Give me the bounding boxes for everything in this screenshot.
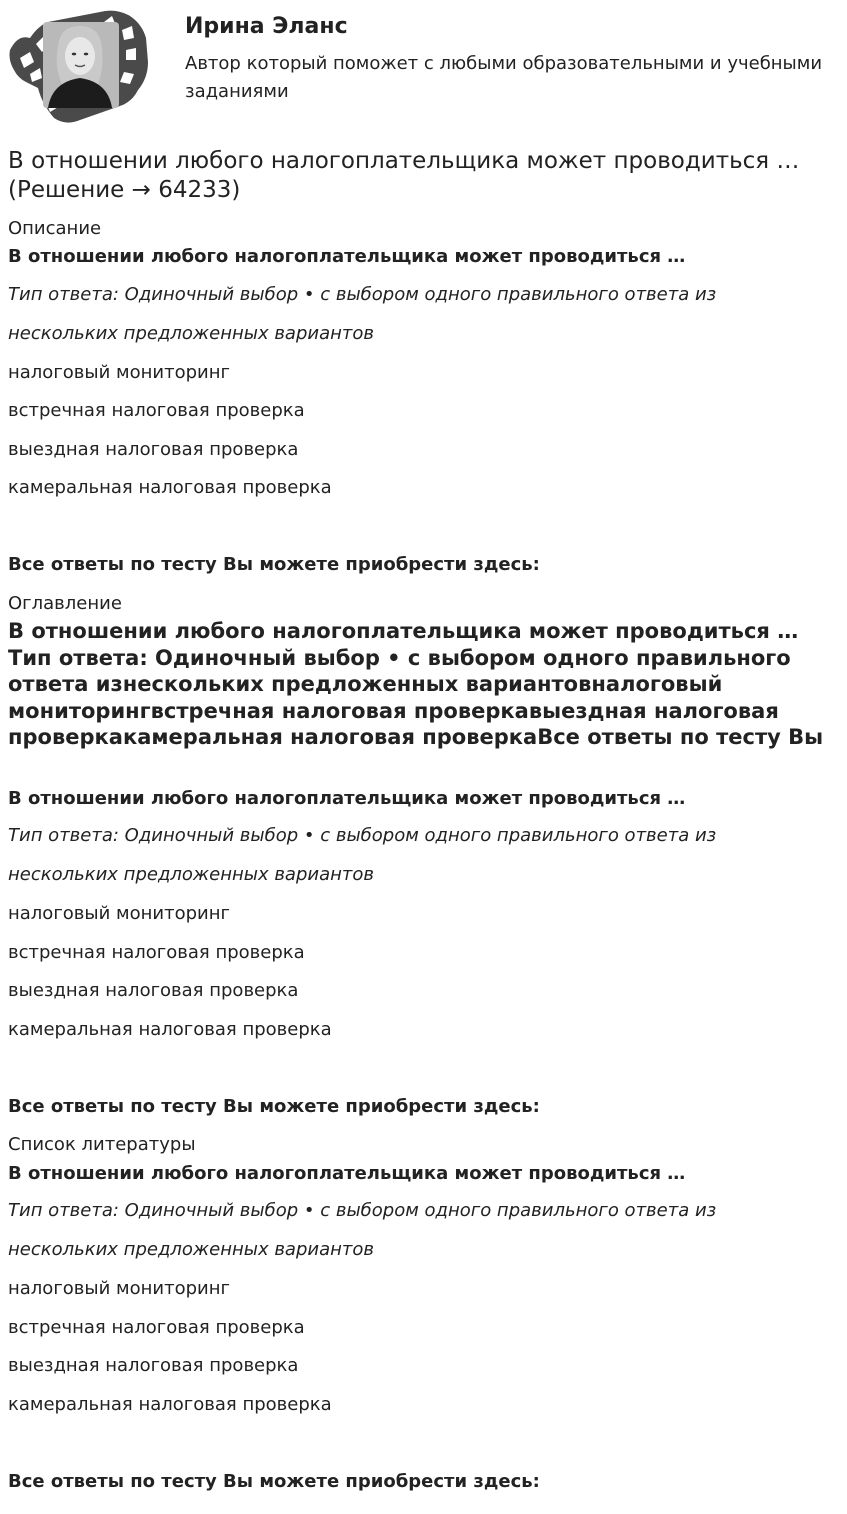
option-item: встречная налоговая проверка — [8, 942, 305, 963]
option-item: выездная налоговая проверка — [8, 1355, 299, 1376]
avatar-film-frame-image — [8, 8, 150, 126]
section-label-literature: Список литературы — [8, 1134, 196, 1155]
toc-summary: В отношении любого налогоплательщика может проводиться …Тип ответа: Одиночный выбор • с выбором одного правильного ответа изнескольких предложенных вариантовналоговый мониторингвстречная налоговая проверкавыездная налоговая проверкакамеральная налоговая проверкаВсе ответы по тесту Вы — [8, 619, 824, 750]
option-item: камеральная налоговая проверка — [8, 477, 332, 498]
option-item: налоговый мониторинг — [8, 362, 230, 383]
section-label-description: Описание — [8, 218, 102, 239]
buy-answers-text: Все ответы по тесту Вы можете приобрести здесь: — [8, 1471, 540, 1492]
answer-type: Тип ответа: Одиночный выбор • с выбором одного правильного ответа из нескольких предложенных вариантов — [8, 284, 717, 344]
question-title: В отношении любого налогоплательщика может проводиться … — [8, 1163, 686, 1184]
author-card — [8, 8, 838, 128]
option-item: встречная налоговая проверка — [8, 1317, 305, 1338]
option-item: налоговый мониторинг — [8, 1278, 230, 1299]
answer-type: Тип ответа: Одиночный выбор • с выбором одного правильного ответа из нескольких предложенных вариантов — [8, 1200, 717, 1260]
page-title: В отношении любого налогоплательщика может проводиться … (Решение → 64233) — [8, 148, 800, 203]
question-title: В отношении любого налогоплательщика может проводиться … — [8, 788, 686, 809]
buy-answers-text: Все ответы по тесту Вы можете приобрести здесь: — [8, 554, 540, 575]
answer-type: Тип ответа: Одиночный выбор • с выбором одного правильного ответа из нескольких предложенных вариантов — [8, 825, 717, 885]
avatar[interactable] — [8, 8, 150, 126]
option-item: камеральная налоговая проверка — [8, 1394, 332, 1415]
option-item: налоговый мониторинг — [8, 903, 230, 924]
question-title: В отношении любого налогоплательщика может проводиться … — [8, 246, 686, 267]
buy-answers-text: Все ответы по тесту Вы можете приобрести здесь: — [8, 1096, 540, 1117]
author-description: Автор который поможет с любыми образовательными и учебными заданиями — [185, 53, 823, 102]
option-item: встречная налоговая проверка — [8, 400, 305, 421]
option-item: камеральная налоговая проверка — [8, 1019, 332, 1040]
author-name[interactable]: Ирина Эланс — [185, 14, 348, 39]
option-item: выездная налоговая проверка — [8, 439, 299, 460]
section-label-toc: Оглавление — [8, 593, 122, 614]
option-item: выездная налоговая проверка — [8, 980, 299, 1001]
